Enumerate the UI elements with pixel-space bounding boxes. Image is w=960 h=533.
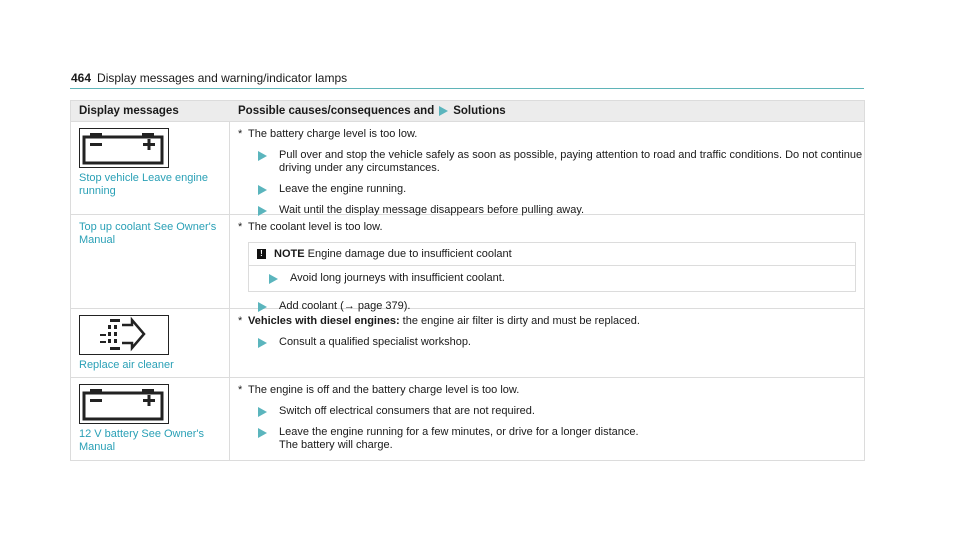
display-message: Replace air cleaner: [79, 359, 174, 371]
solution-step: Switch off electrical consumers that are not required.: [258, 405, 864, 418]
note-label: NOTE: [274, 248, 305, 260]
arrow-icon: [258, 338, 267, 348]
table-row: 12 V battery See Owner's Manual * The engine is off and the battery charge level is too low. Switch off electrical consumers that are not required. Leave the engine running for a few minutes, or drive for a longer distance. The battery will charge.: [71, 377, 864, 460]
battery-icon: [79, 128, 169, 168]
cause-text: The engine is off and the battery charge level is too low.: [248, 384, 520, 396]
table-row: Top up coolant See Owner's Manual * The coolant level is too low. ! NOTE Engine damage due to insufficient coolant Avoid long journeys with insufficient coolant. Add coolant (→ page 379).: [71, 214, 864, 308]
table-row: Replace air cleaner * Vehicles with diesel engines: the engine air filter is dirty and must be replaced. Consult a qualified specialist workshop.: [71, 308, 864, 377]
table-header: [71, 101, 864, 121]
messages-table: [70, 100, 865, 461]
solution-step: Avoid long journeys with insufficient coolant.: [269, 272, 855, 285]
col-header-display-messages: Display messages: [79, 105, 179, 117]
note-text: Engine damage due to insufficient coolant: [307, 248, 512, 260]
arrow-icon: [258, 185, 267, 195]
solution-step: Leave the engine running for a few minutes, or drive for a longer distance. The battery will charge.: [258, 426, 864, 452]
display-message: Stop vehicle Leave engine running: [79, 172, 209, 197]
page-header: [71, 71, 347, 85]
col-header-causes: Possible causes/consequences and Solutions: [238, 105, 506, 117]
display-message: 12 V battery See Owner's Manual: [79, 428, 204, 453]
arrow-icon: [269, 274, 278, 284]
arrow-icon: [258, 428, 267, 438]
arrow-icon: [258, 151, 267, 161]
note-box: [248, 242, 856, 292]
arrow-icon: [258, 407, 267, 417]
display-message: Top up coolant See Owner's Manual: [79, 221, 217, 246]
air-filter-icon: [79, 315, 169, 355]
header-rule: [70, 88, 864, 89]
solution-step: Pull over and stop the vehicle safely as soon as possible, paying attention to road and traffic conditions. Do not continue driving under any circumstances.: [258, 149, 864, 175]
warning-icon: !: [257, 249, 266, 259]
solution-step: Wait until the display message disappears before pulling away.: [258, 204, 864, 217]
page-number: 464: [71, 71, 92, 85]
cause-text: the engine air filter is dirty and must be replaced.: [399, 315, 640, 327]
cause-condition: Vehicles with diesel engines:: [248, 315, 400, 327]
cause-text: The battery charge level is too low.: [248, 128, 418, 140]
solution-step: Consult a qualified specialist workshop.: [258, 336, 864, 349]
battery-icon: [79, 384, 169, 424]
solution-step: Add coolant (→ page 379).: [258, 300, 864, 313]
table-row: Stop vehicle Leave engine running * The battery charge level is too low. Pull over and stop the vehicle safely as soon as possible, paying attention to road and traffic conditions. Do not continue driving under any circumstances. Leave the engine running. Wait until the display message disappears before pulling away.: [71, 121, 864, 214]
arrow-icon: [439, 106, 448, 116]
page-title: Display messages and warning/indicator lamps: [97, 71, 348, 85]
cause-text: The coolant level is too low.: [248, 221, 383, 233]
solution-step: Leave the engine running.: [258, 183, 864, 196]
